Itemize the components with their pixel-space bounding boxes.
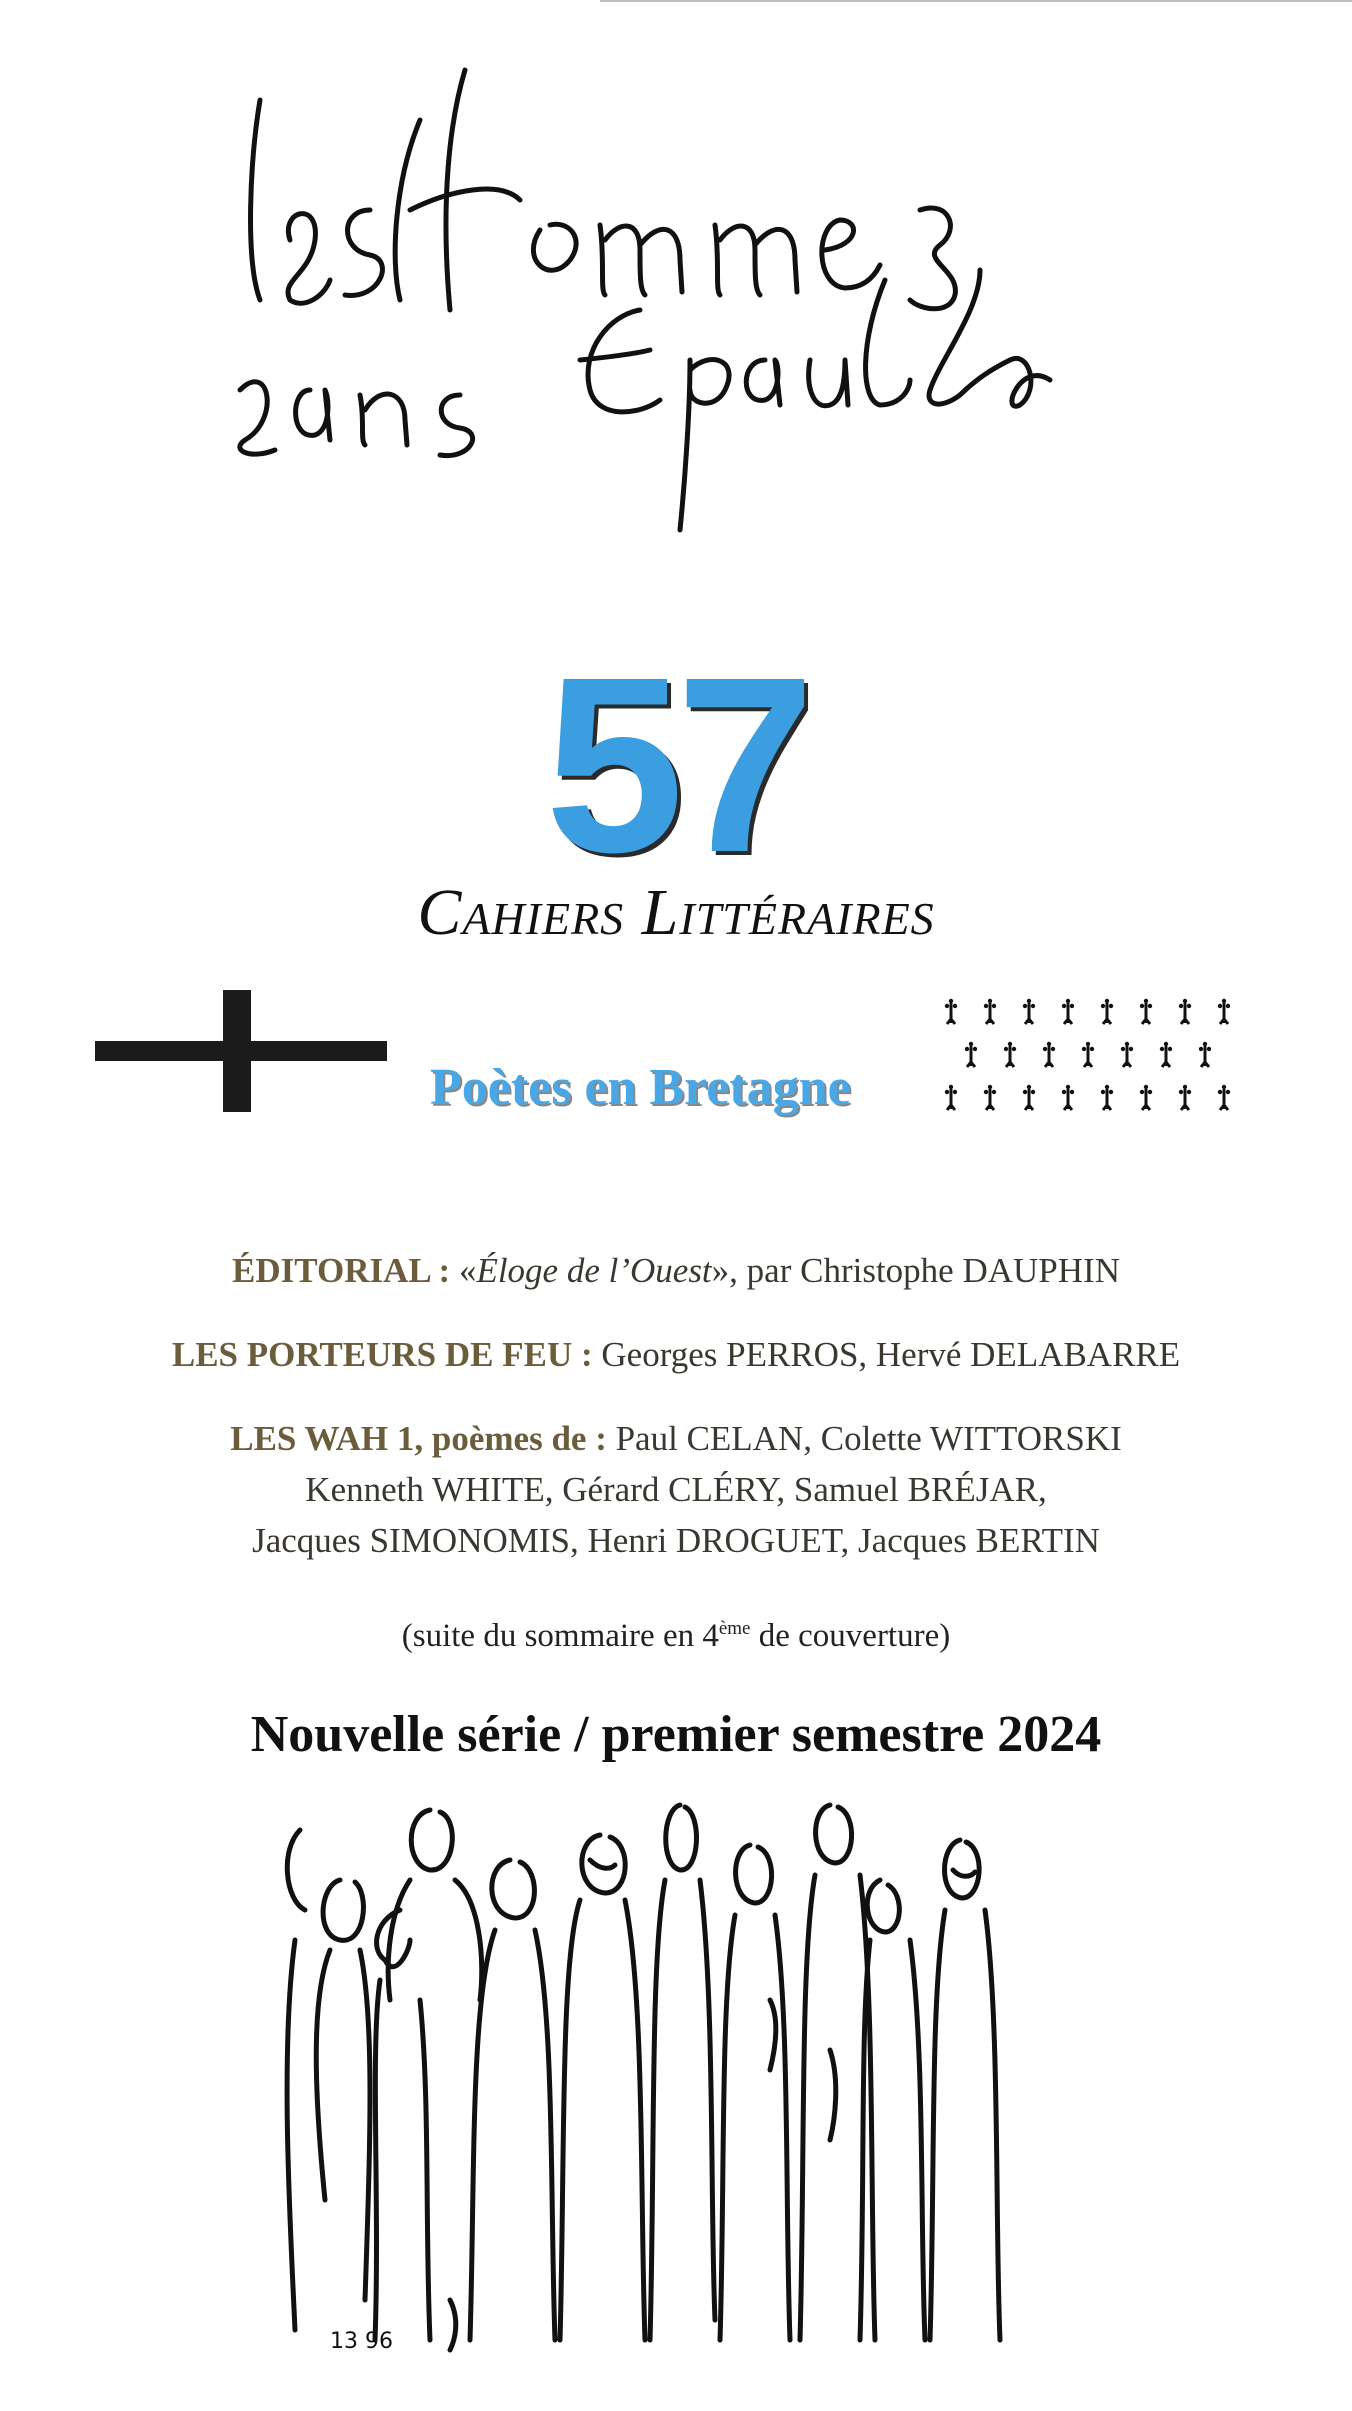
subtitle: Cahiers Littéraires <box>417 876 935 949</box>
toc-porteurs-label: LES PORTEURS DE FEU : <box>171 1335 593 1374</box>
toc-editorial-open: « <box>450 1251 477 1290</box>
toc-editorial-author: », par Christophe DAUPHIN <box>711 1251 1120 1290</box>
toc-editorial <box>0 1245 1352 1296</box>
issue-number: 57 <box>544 625 808 904</box>
toc-wah-line3: Jacques SIMONOMIS, Henri DROGUET, Jacques BERTIN <box>252 1521 1100 1560</box>
artist-signature: 13 96 <box>330 2329 393 2354</box>
continued-sup: ème <box>718 1618 751 1639</box>
toc-porteurs-text: Georges PERROS, Hervé DELABARRE <box>592 1335 1181 1374</box>
cross-bar-vertical <box>223 990 251 1112</box>
toc-wah-line1: Paul CELAN, Colette WITTORSKI <box>606 1419 1122 1458</box>
toc-porteurs <box>0 1329 1352 1380</box>
continued-post: de couverture) <box>750 1618 951 1654</box>
toc-editorial-title: Éloge de l’Ouest <box>476 1251 712 1290</box>
partner-title: Poètes en Bretagne <box>430 1059 851 1116</box>
continued-pre: (suite du sommaire en 4 <box>401 1618 719 1654</box>
crowd-drawing-illustration <box>270 1800 1070 2360</box>
table-of-contents <box>0 1245 1352 1599</box>
cross-emblem <box>95 990 387 1112</box>
top-rule <box>600 0 1352 2</box>
toc-wah-label: LES WAH 1, poèmes de : <box>230 1419 607 1458</box>
toc-editorial-label: ÉDITORIAL : <box>232 1251 451 1290</box>
continued-note <box>0 1618 1352 1655</box>
handwritten-logo <box>220 60 1100 580</box>
toc-wah-line2: Kenneth WHITE, Gérard CLÉRY, Samuel BRÉJAR, <box>305 1470 1047 1509</box>
ermine-pattern-icon <box>935 990 1245 1120</box>
toc-wah <box>0 1413 1352 1566</box>
series-line: Nouvelle série / premier semestre 2024 <box>250 1706 1102 1763</box>
